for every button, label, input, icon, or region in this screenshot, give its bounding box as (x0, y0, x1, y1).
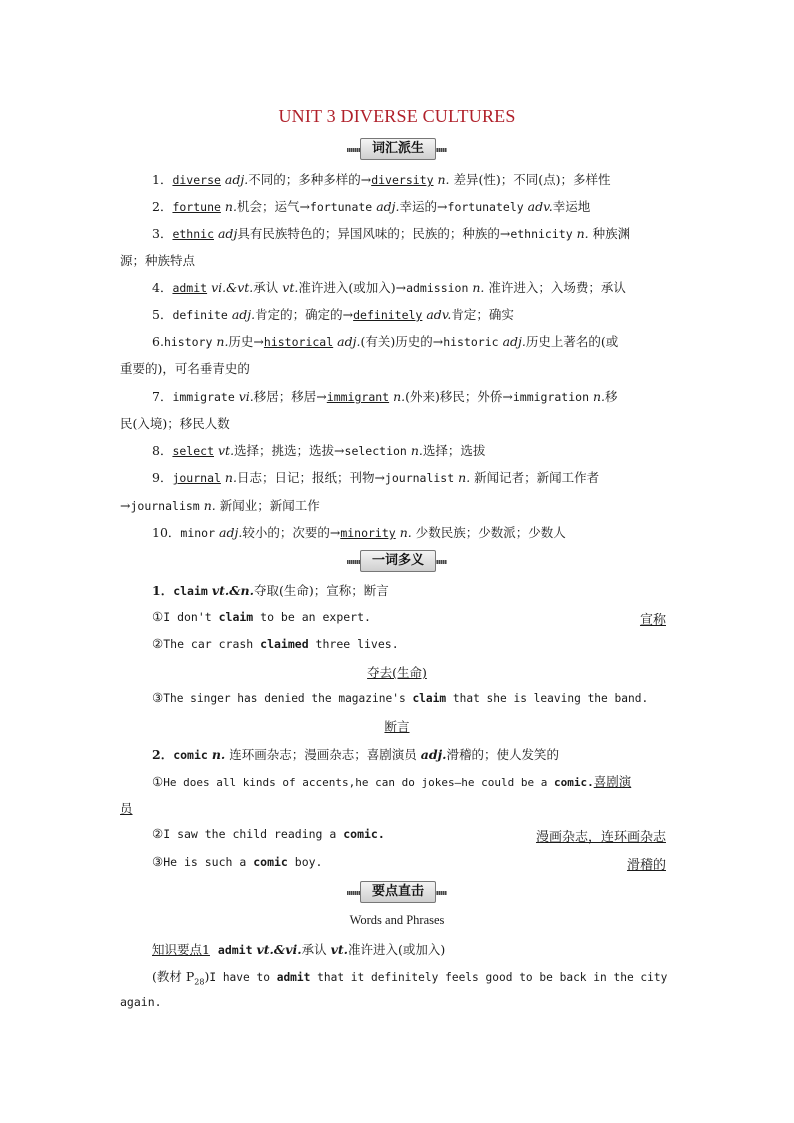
vocab-item-4: 4．admit vi.&vt.承认 vt.准许进入(或加入)→admission n. 准许进入；入场费；承认 (152, 280, 626, 295)
vocab-item-3-cont: 源；种族特点 (120, 253, 196, 268)
claim-example-2: ②The car crash claimed three lives. (152, 636, 399, 651)
page-title: UNIT 3 DIVERSE CULTURES (278, 106, 516, 126)
claim-example-1: ①I don't claim to be an expert. (152, 609, 371, 624)
comic-example-2: ②I saw the child reading a comic. (152, 826, 385, 841)
section-title: 要点直击 (360, 881, 436, 903)
section-title: 词汇派生 (360, 138, 436, 160)
vocab-item-7-cont: 民(入境)；移民人数 (120, 416, 230, 431)
claim-answer-1: 宣称 (639, 613, 666, 628)
comic-example-1-cont: 员 (120, 801, 133, 816)
comic-example-3: ③He is such a comic boy. (152, 854, 323, 869)
section-header-polysemy (0, 550, 794, 572)
vocab-item-9: 9．journal n.日志；日记；报纸；刊物→journalist n. 新闻记者；新闻工作者 (152, 470, 600, 485)
vocab-item-6: 6.history n.历史→historical adj.(有关)历史的→historic adj.历史上著名的(或 (152, 334, 619, 349)
comic-answer-3: 滑稽的 (626, 858, 666, 873)
vocab-item-1: 1．diverse adj.不同的；多种多样的→diversity n. 差异(性)；不同(点)；多样性 (152, 172, 611, 187)
comic-answer-2: 漫画杂志，连环画杂志 (535, 830, 666, 845)
key-example-sentence: (教材 $P_{28})I$ have to admit that it definitely feels good to be back in the city (152, 969, 668, 987)
key-example-sentence-cont: again. (120, 995, 162, 1009)
comic-example-1: ①He does all kinds of accents,he can do jokes—he could be a comic.喜剧演 (152, 774, 632, 789)
vocab-item-2: 2．fortune n.机会；运气→fortunate adj.幸运的→fortunately adv.幸运地 (152, 199, 591, 214)
section-header-key (0, 881, 794, 903)
polysemy-comic-head: 2．comic n. 连环画杂志；漫画杂志；喜剧演员 adj.滑稽的；使人发笑的 (152, 747, 559, 762)
claim-answer-3: 断言 (384, 719, 410, 734)
section-header-vocab (0, 138, 794, 160)
vocab-item-7: 7．immigrate vi.移居；移居→immigrant n.(外来)移民；外侨→immigration n.移 (152, 389, 618, 404)
claim-answer-2: 夺去(生命) (367, 665, 427, 680)
vocab-item-6-cont: 重要的)，可名垂青史的 (120, 361, 250, 376)
section-title: 一词多义 (360, 550, 436, 572)
key-point-1: 知识要点1 admit vt.&vi.承认 vt.准许进入(或加入) (152, 942, 446, 957)
vocab-item-8: 8．select vt.选择；挑选；选拔→selection n.选择；选拔 (152, 443, 486, 458)
key-subtitle: Words and Phrases (349, 913, 445, 927)
vocab-item-3: 3．ethnic adj具有民族特色的；异国风味的；民族的；种族的→ethnicity n. 种族渊 (152, 226, 631, 241)
claim-example-3: ③The singer has denied the magazine's claim that she is leaving the band. (152, 690, 649, 705)
vocab-item-10: 10．minor adj.较小的；次要的→minority n. 少数民族；少数派；少数人 (152, 525, 566, 540)
polysemy-claim-head: 1．claim vt.&n.夺取(生命)；宣称；断言 (152, 583, 389, 598)
vocab-item-5: 5．definite adj.肯定的；确定的→definitely adv.肯定；确实 (152, 307, 514, 322)
vocab-item-9-cont: →journalism n. 新闻业；新闻工作 (120, 498, 320, 513)
